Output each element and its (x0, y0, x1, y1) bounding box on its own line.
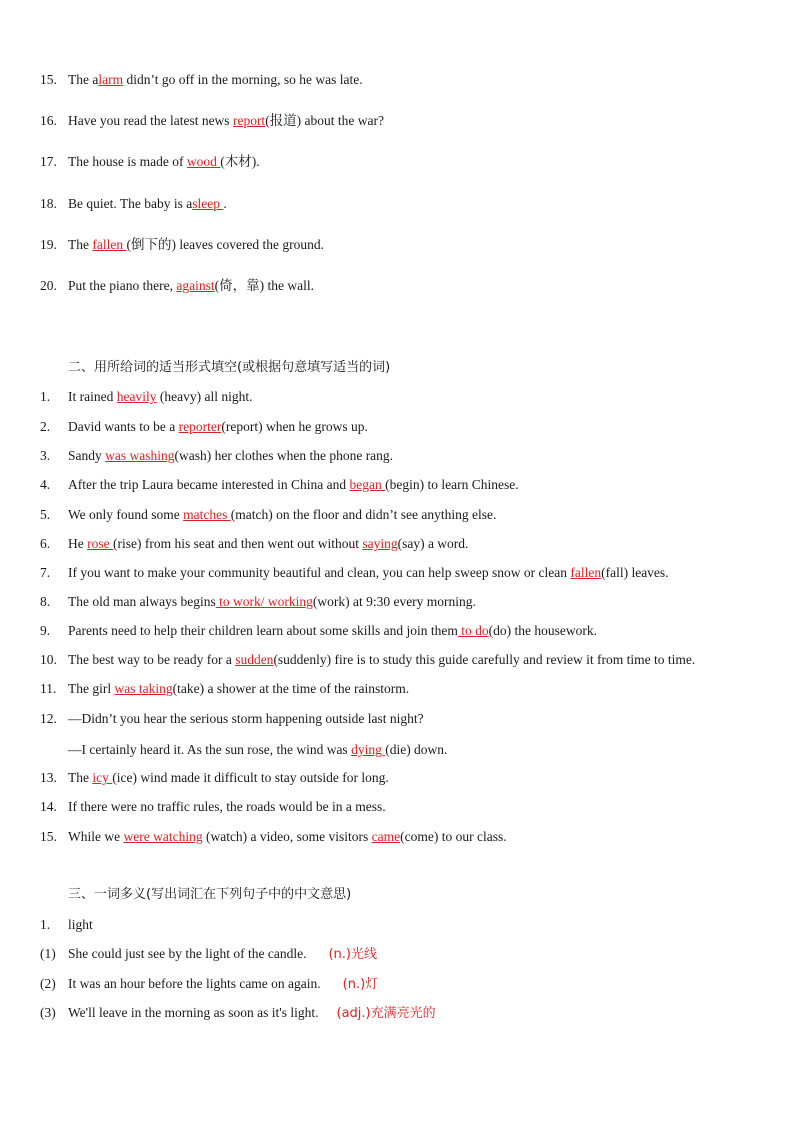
answer: came (371, 829, 401, 844)
item-text: (report) when he grows up. (221, 419, 368, 434)
item-number: 4. (40, 477, 51, 492)
item-text: (match) on the floor and didn’t see anything else. (230, 507, 497, 522)
answer: began (349, 477, 386, 492)
item-number: (1) (40, 946, 56, 961)
item-text: (木材). (220, 154, 260, 169)
item-text: The (68, 770, 93, 785)
item-text: (heavy) all night. (156, 389, 253, 404)
item-number: 1. (40, 389, 51, 404)
fill-blank-item (40, 798, 780, 816)
fill-blank-item (40, 564, 780, 582)
answer: fallen (92, 237, 127, 252)
answer: was taking (114, 681, 173, 696)
item-number: 20. (40, 278, 57, 293)
fill-blank-item (40, 622, 780, 640)
item-number: 7. (40, 565, 51, 580)
item-number: 15. (40, 72, 57, 87)
answer: fallen (570, 565, 602, 580)
answer: dying (351, 742, 386, 757)
item-text: He (68, 536, 88, 551)
fill-blank-item (40, 651, 780, 669)
item-text: It rained (68, 389, 117, 404)
item-text: (报道) about the war? (265, 113, 385, 128)
item-number: 9. (40, 623, 51, 638)
item-12-reply (68, 741, 447, 759)
fill-blank-item (40, 535, 780, 553)
answer: larm (98, 72, 124, 87)
item-number: 14. (40, 799, 57, 814)
item-text: Sandy (68, 448, 106, 463)
item-text: (watch) a video, some visitors (202, 829, 372, 844)
item-text: Put the piano there, (68, 278, 177, 293)
item-text: . (223, 196, 227, 211)
item-text: (die) down. (385, 742, 448, 757)
fill-blank-item (40, 828, 780, 846)
answer: saying (362, 536, 398, 551)
item-text: While we (68, 829, 124, 844)
answer: matches (183, 507, 231, 522)
item-number: 2. (40, 419, 51, 434)
item-text: (work) at 9:30 every morning. (312, 594, 476, 609)
item-number: 16. (40, 113, 57, 128)
answer: report (232, 113, 266, 128)
item-text: Have you read the latest news (68, 113, 233, 128)
answer: were watching (123, 829, 203, 844)
item-number: 18. (40, 196, 57, 211)
item-text: (do) the housework. (488, 623, 598, 638)
answer: sleep (192, 196, 224, 211)
fill-blank-item (40, 447, 780, 465)
answer: reporter (178, 419, 222, 434)
item-text: We only found some (68, 507, 184, 522)
fill-blank-item (40, 476, 780, 494)
fill-blank-item (40, 680, 780, 698)
item-number: 6. (40, 536, 51, 551)
item-number: 8. (40, 594, 51, 609)
item-number: 1. (40, 917, 51, 932)
item-text: (suddenly) fire is to study this guide carefully and review it from time to time. (273, 652, 696, 667)
item-number: 12. (40, 711, 57, 726)
sentence: It was an hour before the lights came on again. (68, 976, 321, 991)
fill-blank-item (40, 710, 780, 728)
polysemy-sentence-1 (40, 945, 780, 964)
answer: icy (92, 770, 113, 785)
item-text: The house is made of (68, 154, 187, 169)
sentence: She could just see by the light of the candle. (68, 946, 307, 961)
answer: to work/ working (215, 594, 313, 609)
answer: to do (457, 623, 489, 638)
item-15 (40, 71, 780, 89)
item-text: If you want to make your community beautiful and clean, you can help sweep snow or clean (68, 565, 571, 580)
answer: against (176, 278, 215, 293)
item-text: —Didn’t you hear the serious storm happening outside last night? (68, 711, 424, 726)
item-number: 3. (40, 448, 51, 463)
fill-blank-item (40, 769, 780, 787)
item-number: 13. (40, 770, 57, 785)
item-19 (40, 236, 780, 254)
item-text: (倚，靠) the wall. (214, 278, 314, 293)
answer: rose (87, 536, 113, 551)
item-text: (say) a word. (397, 536, 469, 551)
item-text: (begin) to learn Chinese. (385, 477, 519, 492)
sentence: We'll leave in the morning as soon as it's light. (68, 1005, 319, 1020)
answer: (n.)光线 (328, 947, 377, 962)
item-16 (40, 112, 780, 130)
item-text: didn’t go off in the morning, so he was late. (123, 72, 363, 87)
item-text: The (68, 237, 93, 252)
fill-blank-item (40, 418, 780, 436)
item-text: (rise) from his seat and then went out without (113, 536, 363, 551)
answer: (n.)灯 (342, 977, 379, 992)
item-text: —I certainly heard it. As the sun rose, the wind was (68, 742, 352, 757)
item-text: Parents need to help their children learn about some skills and join them (68, 623, 458, 638)
answer: sudden (235, 652, 274, 667)
answer: was washing (105, 448, 175, 463)
item-text: David wants to be a (68, 419, 179, 434)
item-text: The a (68, 72, 99, 87)
item-text: Be quiet. The baby is a (68, 196, 193, 211)
item-text: The girl (68, 681, 115, 696)
item-number: (2) (40, 976, 56, 991)
item-text: The old man always begins (68, 594, 216, 609)
section-heading-2: 二、用所给词的适当形式填空(或根据句意填写适当的词) (68, 360, 391, 375)
answer: wood (186, 154, 221, 169)
fill-blank-item (40, 506, 780, 524)
answer: heavily (116, 389, 157, 404)
item-number: 11. (40, 681, 57, 696)
polysemy-sentence-2 (40, 975, 780, 994)
item-text: (ice) wind made it difficult to stay outside for long. (112, 770, 389, 785)
item-text: (wash) her clothes when the phone rang. (174, 448, 394, 463)
polysemy-sentence-3 (40, 1004, 780, 1023)
polysemy-word (40, 916, 780, 934)
fill-blank-item (40, 388, 780, 406)
item-text: The best way to be ready for a (68, 652, 236, 667)
item-18 (40, 195, 780, 213)
item-number: 19. (40, 237, 57, 252)
item-number: 17. (40, 154, 57, 169)
answer: (adj.)充满亮光的 (336, 1006, 436, 1021)
item-text: After the trip Laura became interested in China and (68, 477, 350, 492)
item-17 (40, 153, 780, 171)
item-number: 10. (40, 652, 57, 667)
item-text: (take) a shower at the time of the rainstorm. (172, 681, 410, 696)
item-text: If there were no traffic rules, the roads would be in a mess. (68, 799, 386, 814)
word: light (68, 917, 93, 932)
item-text: (come) to our class. (400, 829, 507, 844)
item-number: (3) (40, 1005, 56, 1020)
item-number: 15. (40, 829, 57, 844)
item-text: (fall) leaves. (601, 565, 669, 580)
item-number: 5. (40, 507, 51, 522)
section-heading-3: 三、一词多义(写出词汇在下列句子中的中文意思) (68, 887, 352, 902)
item-text: (倒下的) leaves covered the ground. (126, 237, 325, 252)
fill-blank-item (40, 593, 780, 611)
item-20 (40, 277, 780, 295)
